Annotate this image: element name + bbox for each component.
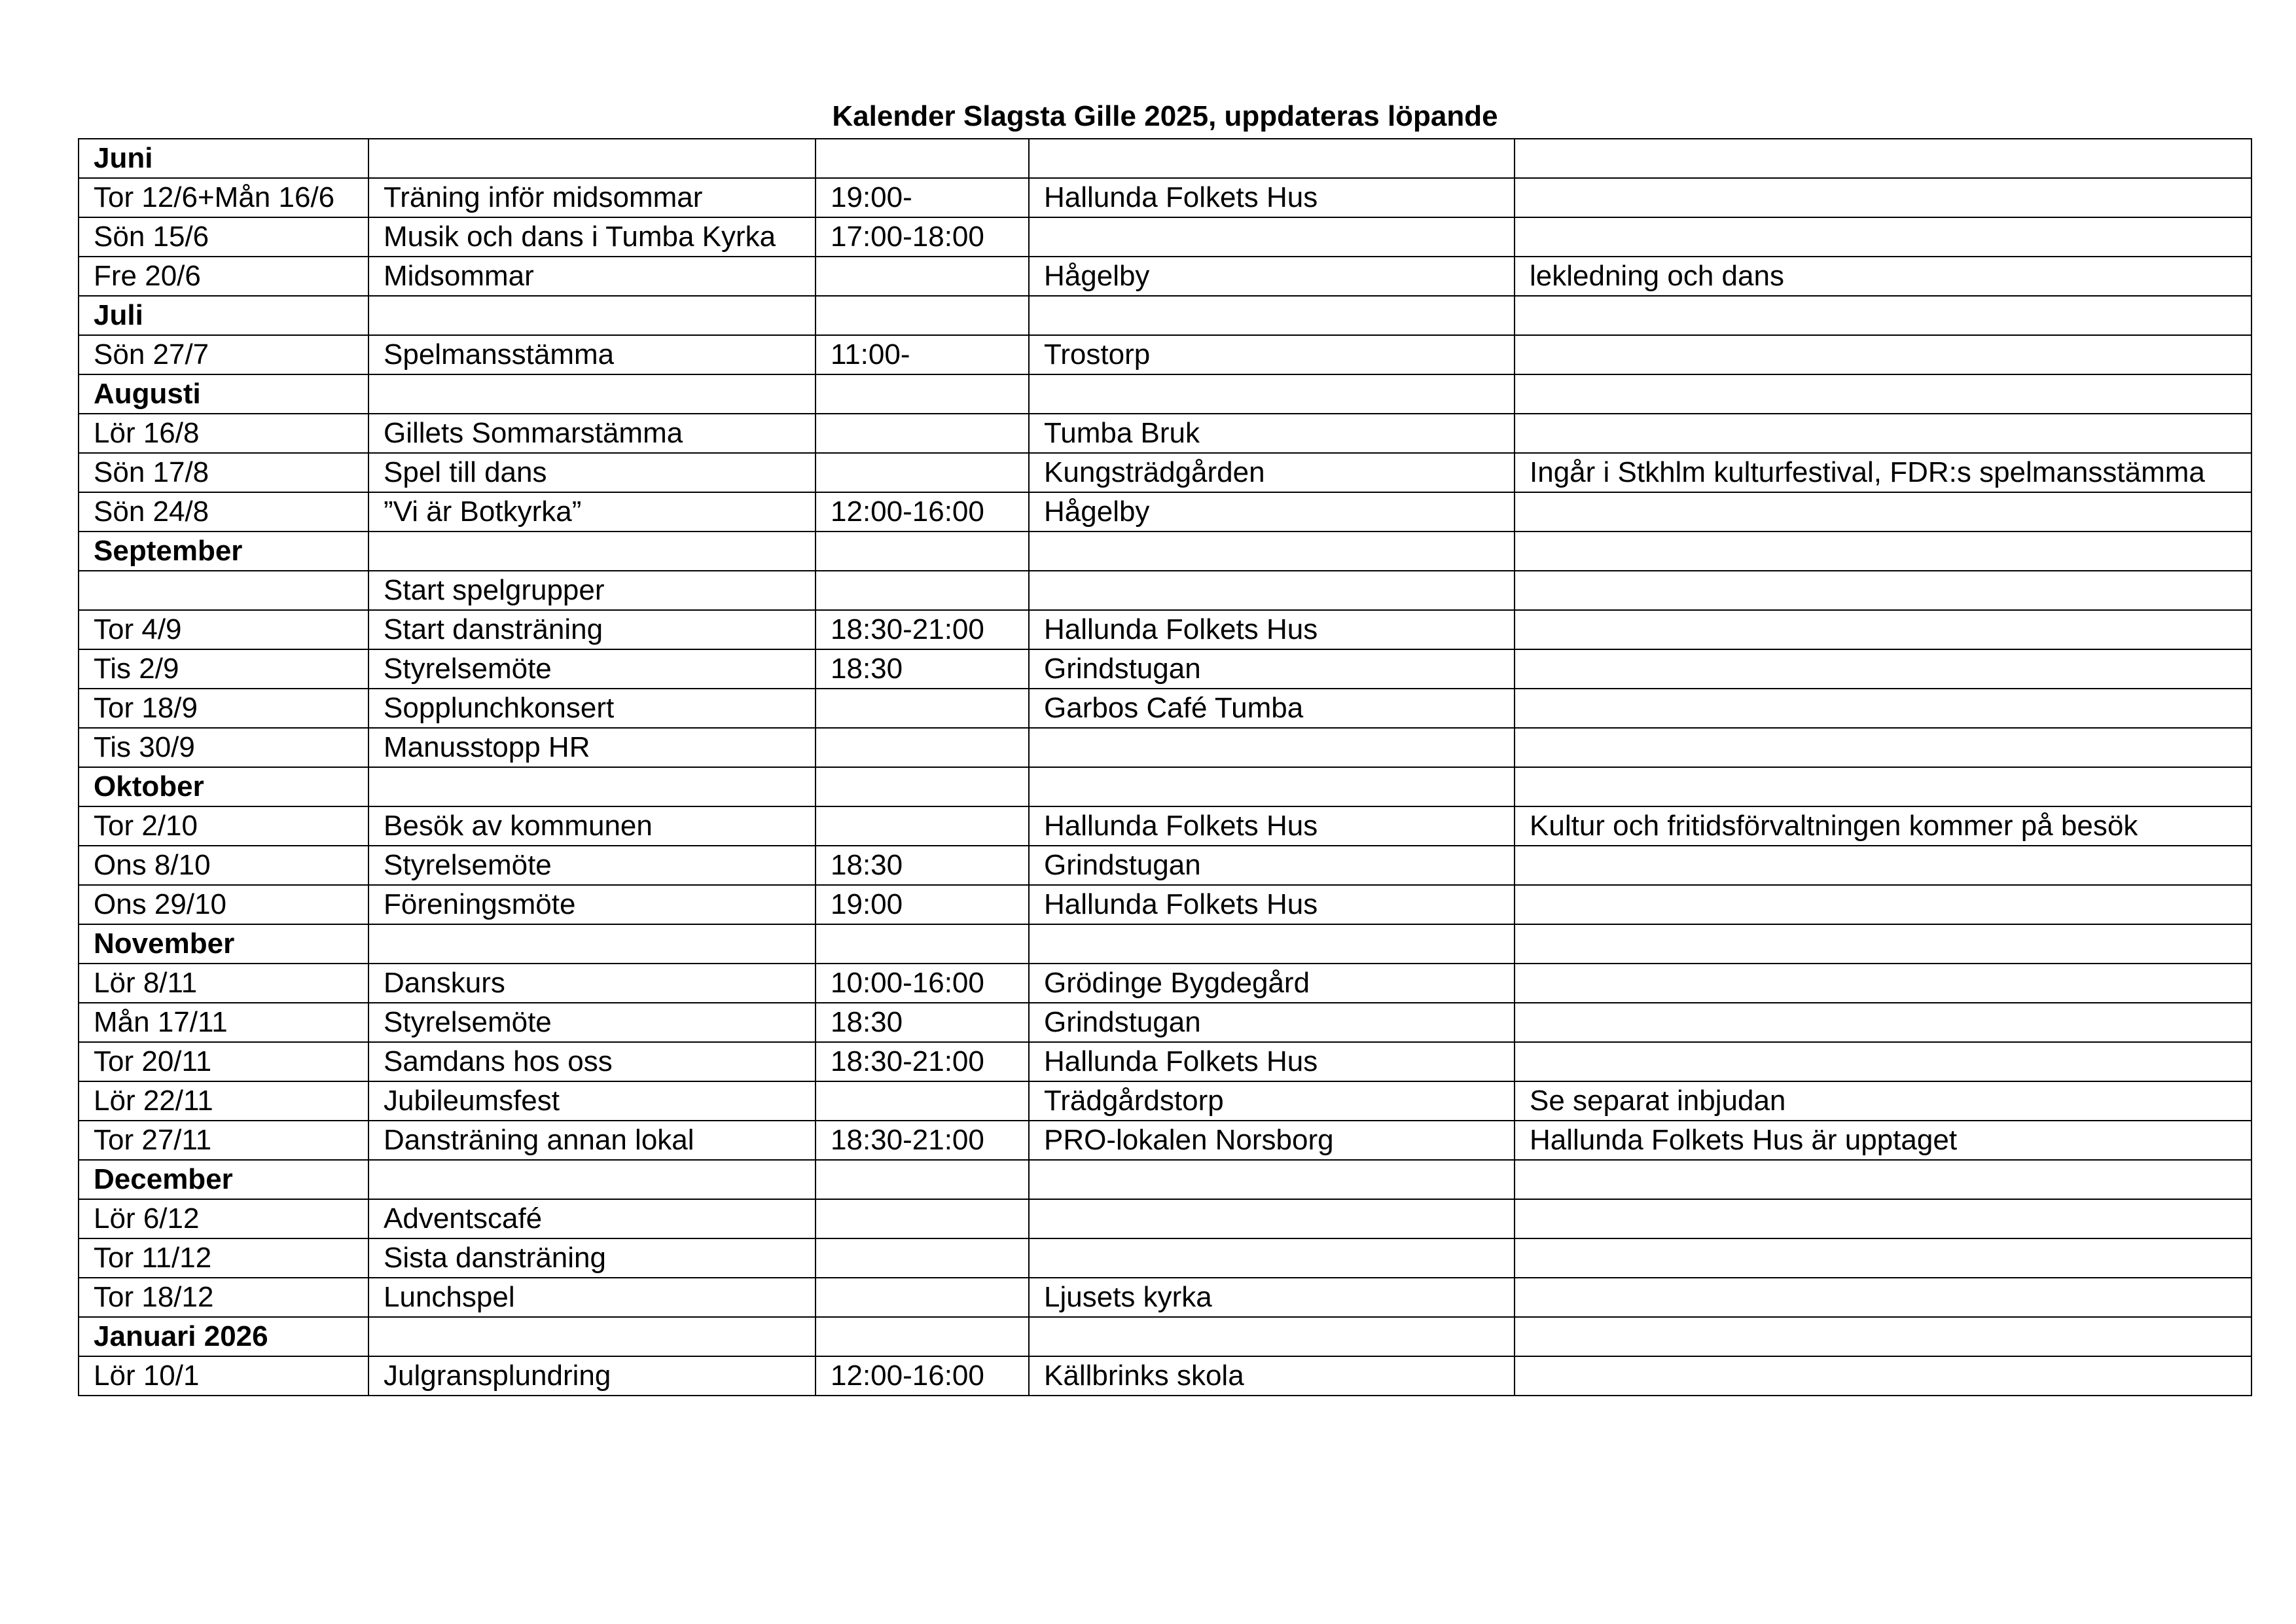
date-cell: Lör 10/1 [79, 1356, 368, 1396]
time-cell [816, 374, 1029, 414]
activity-cell: Musik och dans i Tumba Kyrka [368, 217, 816, 257]
note-cell [1515, 1199, 2251, 1238]
event-row [79, 453, 2251, 492]
activity-cell: Föreningsmöte [368, 885, 816, 924]
date-cell: Tor 27/11 [79, 1121, 368, 1160]
note-cell [1515, 335, 2251, 374]
month-header-row [79, 1160, 2251, 1199]
date-cell: Lör 22/11 [79, 1081, 368, 1121]
location-cell: Ljusets kyrka [1029, 1278, 1515, 1317]
activity-cell: Lunchspel [368, 1278, 816, 1317]
month-header-row [79, 767, 2251, 806]
time-cell [816, 453, 1029, 492]
activity-cell: Sopplunchkonsert [368, 689, 816, 728]
date-cell: Tis 2/9 [79, 649, 368, 689]
activity-cell: Start dansträning [368, 610, 816, 649]
month-header-row [79, 139, 2251, 178]
activity-cell [368, 296, 816, 335]
date-cell: Tis 30/9 [79, 728, 368, 767]
time-cell: 19:00 [816, 885, 1029, 924]
note-cell [1515, 492, 2251, 532]
location-cell: Hallunda Folkets Hus [1029, 885, 1515, 924]
location-cell [1029, 532, 1515, 571]
month-header-row [79, 374, 2251, 414]
note-cell [1515, 1160, 2251, 1199]
note-cell [1515, 139, 2251, 178]
event-row [79, 1121, 2251, 1160]
note-cell: Se separat inbjudan [1515, 1081, 2251, 1121]
activity-cell: Gillets Sommarstämma [368, 414, 816, 453]
activity-cell [368, 924, 816, 964]
note-cell [1515, 885, 2251, 924]
location-cell: Hallunda Folkets Hus [1029, 806, 1515, 846]
date-cell: Lör 16/8 [79, 414, 368, 453]
date-cell: Mån 17/11 [79, 1003, 368, 1042]
note-cell [1515, 1238, 2251, 1278]
note-cell [1515, 649, 2251, 689]
activity-cell: Sista dansträning [368, 1238, 816, 1278]
location-cell: Grödinge Bygdegård [1029, 964, 1515, 1003]
location-cell [1029, 374, 1515, 414]
note-cell: Kultur och fritidsförvaltningen kommer på besök [1515, 806, 2251, 846]
time-cell: 12:00-16:00 [816, 492, 1029, 532]
note-cell [1515, 217, 2251, 257]
time-cell: 18:30 [816, 649, 1029, 689]
activity-cell [368, 767, 816, 806]
activity-cell [368, 1317, 816, 1356]
activity-cell: Träning inför midsommar [368, 178, 816, 217]
time-cell [816, 924, 1029, 964]
time-cell [816, 1199, 1029, 1238]
time-cell: 19:00- [816, 178, 1029, 217]
date-cell: Sön 15/6 [79, 217, 368, 257]
time-cell [816, 1317, 1029, 1356]
time-cell [816, 689, 1029, 728]
location-cell: Garbos Café Tumba [1029, 689, 1515, 728]
note-cell [1515, 728, 2251, 767]
note-cell [1515, 571, 2251, 610]
date-cell: Tor 2/10 [79, 806, 368, 846]
event-row [79, 257, 2251, 296]
time-cell [816, 532, 1029, 571]
event-row [79, 492, 2251, 532]
note-cell [1515, 414, 2251, 453]
activity-cell: Midsommar [368, 257, 816, 296]
location-cell [1029, 139, 1515, 178]
note-cell [1515, 1317, 2251, 1356]
location-cell [1029, 1317, 1515, 1356]
activity-cell [368, 374, 816, 414]
time-cell: 18:30 [816, 1003, 1029, 1042]
date-cell: Tor 20/11 [79, 1042, 368, 1081]
location-cell: Hallunda Folkets Hus [1029, 178, 1515, 217]
time-cell [816, 1278, 1029, 1317]
time-cell [816, 257, 1029, 296]
location-cell: Hallunda Folkets Hus [1029, 610, 1515, 649]
time-cell: 11:00- [816, 335, 1029, 374]
time-cell: 18:30 [816, 846, 1029, 885]
location-cell [1029, 296, 1515, 335]
note-cell [1515, 532, 2251, 571]
time-cell [816, 1081, 1029, 1121]
note-cell [1515, 1278, 2251, 1317]
month-header-row [79, 532, 2251, 571]
note-cell [1515, 296, 2251, 335]
activity-cell: Samdans hos oss [368, 1042, 816, 1081]
event-row [79, 1238, 2251, 1278]
date-cell: Tor 18/12 [79, 1278, 368, 1317]
time-cell [816, 806, 1029, 846]
time-cell [816, 139, 1029, 178]
note-cell [1515, 964, 2251, 1003]
location-cell [1029, 1199, 1515, 1238]
activity-cell: Spel till dans [368, 453, 816, 492]
date-cell: Fre 20/6 [79, 257, 368, 296]
time-cell [816, 414, 1029, 453]
calendar-table [78, 138, 2252, 1396]
activity-cell: Spelmansstämma [368, 335, 816, 374]
date-cell: Sön 24/8 [79, 492, 368, 532]
date-cell: Tor 18/9 [79, 689, 368, 728]
note-cell: Hallunda Folkets Hus är upptaget [1515, 1121, 2251, 1160]
event-row [79, 885, 2251, 924]
activity-cell [368, 1160, 816, 1199]
date-cell [79, 571, 368, 610]
activity-cell: Start spelgrupper [368, 571, 816, 610]
event-row [79, 414, 2251, 453]
note-cell: Ingår i Stkhlm kulturfestival, FDR:s spelmansstämma [1515, 453, 2251, 492]
event-row [79, 335, 2251, 374]
activity-cell: Dansträning annan lokal [368, 1121, 816, 1160]
date-cell: Lör 6/12 [79, 1199, 368, 1238]
location-cell: Hågelby [1029, 257, 1515, 296]
activity-cell [368, 532, 816, 571]
location-cell [1029, 767, 1515, 806]
time-cell: 18:30-21:00 [816, 1042, 1029, 1081]
month-label: November [79, 924, 368, 964]
activity-cell: Manusstopp HR [368, 728, 816, 767]
note-cell [1515, 1356, 2251, 1396]
location-cell [1029, 924, 1515, 964]
activity-cell: Jubileumsfest [368, 1081, 816, 1121]
event-row [79, 1081, 2251, 1121]
location-cell: Grindstugan [1029, 1003, 1515, 1042]
month-label: Januari 2026 [79, 1317, 368, 1356]
location-cell: Grindstugan [1029, 846, 1515, 885]
month-label: December [79, 1160, 368, 1199]
note-cell [1515, 846, 2251, 885]
event-row [79, 1003, 2251, 1042]
note-cell [1515, 610, 2251, 649]
location-cell: PRO-lokalen Norsborg [1029, 1121, 1515, 1160]
location-cell: Hallunda Folkets Hus [1029, 1042, 1515, 1081]
time-cell: 10:00-16:00 [816, 964, 1029, 1003]
event-row [79, 1278, 2251, 1317]
date-cell: Tor 4/9 [79, 610, 368, 649]
event-row [79, 1199, 2251, 1238]
activity-cell: Danskurs [368, 964, 816, 1003]
time-cell [816, 728, 1029, 767]
month-header-row [79, 924, 2251, 964]
event-row [79, 178, 2251, 217]
month-label: Juli [79, 296, 368, 335]
event-row [79, 846, 2251, 885]
event-row [79, 649, 2251, 689]
location-cell: Kungsträdgården [1029, 453, 1515, 492]
location-cell [1029, 1238, 1515, 1278]
month-header-row [79, 1317, 2251, 1356]
note-cell [1515, 1003, 2251, 1042]
event-row [79, 964, 2251, 1003]
time-cell [816, 1160, 1029, 1199]
time-cell: 12:00-16:00 [816, 1356, 1029, 1396]
event-row [79, 217, 2251, 257]
activity-cell: Styrelsemöte [368, 649, 816, 689]
event-row [79, 689, 2251, 728]
location-cell: Trädgårdstorp [1029, 1081, 1515, 1121]
activity-cell: Adventscafé [368, 1199, 816, 1238]
document-title: Kalender Slagsta Gille 2025, uppdateras löpande [832, 100, 1498, 132]
note-cell [1515, 178, 2251, 217]
note-cell [1515, 374, 2251, 414]
event-row [79, 610, 2251, 649]
date-cell: Tor 12/6+Mån 16/6 [79, 178, 368, 217]
date-cell: Tor 11/12 [79, 1238, 368, 1278]
location-cell [1029, 1160, 1515, 1199]
note-cell [1515, 689, 2251, 728]
activity-cell: ”Vi är Botkyrka” [368, 492, 816, 532]
time-cell: 17:00-18:00 [816, 217, 1029, 257]
location-cell: Hågelby [1029, 492, 1515, 532]
event-row [79, 806, 2251, 846]
activity-cell: Styrelsemöte [368, 846, 816, 885]
note-cell: lekledning och dans [1515, 257, 2251, 296]
date-cell: Sön 27/7 [79, 335, 368, 374]
activity-cell [368, 139, 816, 178]
time-cell: 18:30-21:00 [816, 1121, 1029, 1160]
month-label: Juni [79, 139, 368, 178]
event-row [79, 728, 2251, 767]
date-cell: Ons 29/10 [79, 885, 368, 924]
month-label: September [79, 532, 368, 571]
event-row [79, 1356, 2251, 1396]
note-cell [1515, 924, 2251, 964]
time-cell [816, 571, 1029, 610]
location-cell [1029, 571, 1515, 610]
location-cell: Grindstugan [1029, 649, 1515, 689]
location-cell [1029, 217, 1515, 257]
calendar-body [79, 139, 2251, 1396]
location-cell [1029, 728, 1515, 767]
location-cell: Källbrinks skola [1029, 1356, 1515, 1396]
event-row [79, 571, 2251, 610]
time-cell: 18:30-21:00 [816, 610, 1029, 649]
activity-cell: Julgransplundring [368, 1356, 816, 1396]
month-label: Oktober [79, 767, 368, 806]
note-cell [1515, 767, 2251, 806]
date-cell: Ons 8/10 [79, 846, 368, 885]
date-cell: Lör 8/11 [79, 964, 368, 1003]
activity-cell: Styrelsemöte [368, 1003, 816, 1042]
location-cell: Tumba Bruk [1029, 414, 1515, 453]
location-cell: Trostorp [1029, 335, 1515, 374]
note-cell [1515, 1042, 2251, 1081]
time-cell [816, 296, 1029, 335]
month-header-row [79, 296, 2251, 335]
activity-cell: Besök av kommunen [368, 806, 816, 846]
month-label: Augusti [79, 374, 368, 414]
time-cell [816, 1238, 1029, 1278]
time-cell [816, 767, 1029, 806]
date-cell: Sön 17/8 [79, 453, 368, 492]
event-row [79, 1042, 2251, 1081]
